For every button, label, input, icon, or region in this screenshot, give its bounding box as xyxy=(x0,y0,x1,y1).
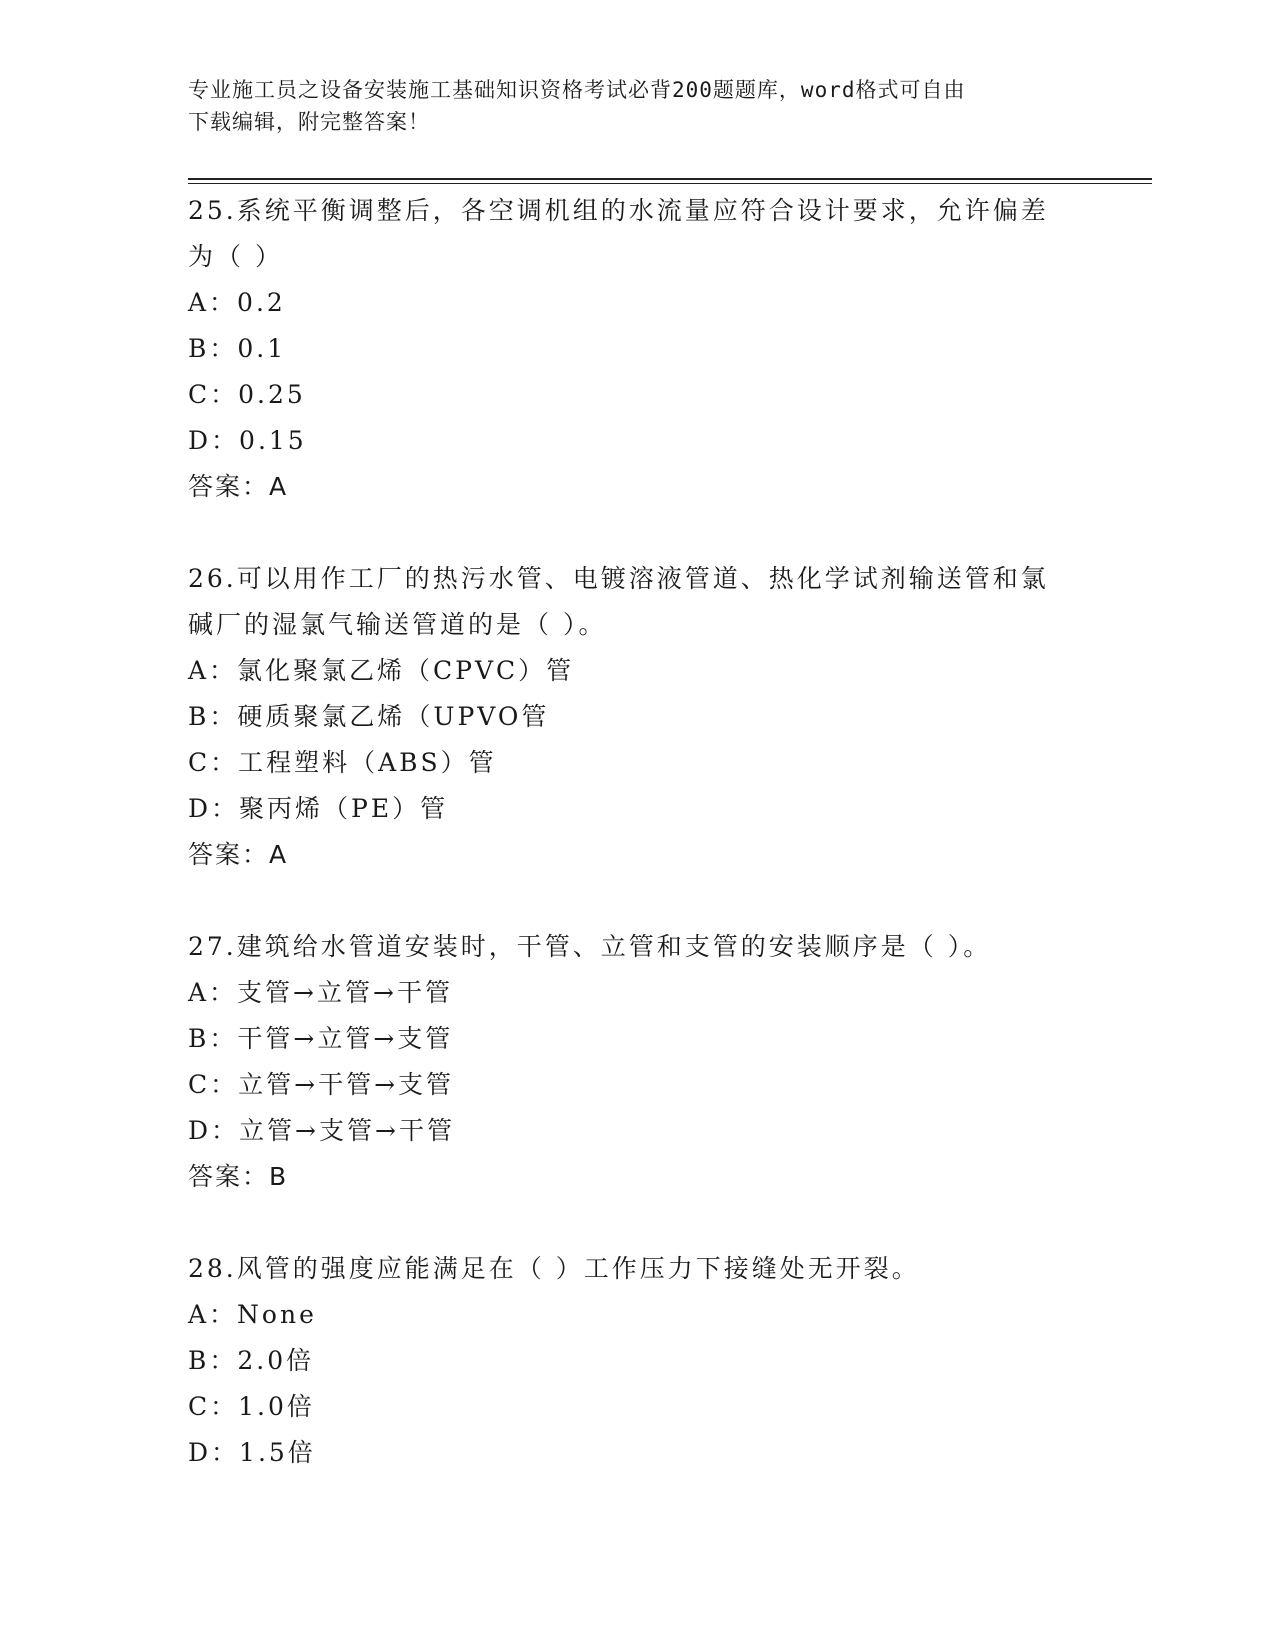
option-b: B：干管→立管→支管 xyxy=(188,1024,454,1053)
option-d: D：立管→支管→干管 xyxy=(188,1116,455,1145)
option-d: D：0.15 xyxy=(188,426,307,455)
option-b: B：硬质聚氯乙烯（UPVO管 xyxy=(188,702,550,731)
question-spacer xyxy=(188,878,1088,924)
header-divider-thin xyxy=(188,183,1152,184)
question-spacer xyxy=(188,1200,1088,1246)
question-25 xyxy=(188,188,1088,510)
option-d: D：聚丙烯（PE）管 xyxy=(188,794,449,823)
option-a: A：None xyxy=(188,1300,317,1329)
option-a: A：支管→立管→干管 xyxy=(188,978,453,1007)
header-title-line-1: 专业施工员之设备安装施工基础知识资格考试必背200题题库，word格式可自由 xyxy=(188,78,966,102)
question-28 xyxy=(188,1246,1088,1476)
option-c: C：1.0倍 xyxy=(188,1392,315,1421)
question-stem-line-2: 碱厂的湿氯气输送管道的是（ ）。 xyxy=(188,610,607,639)
question-spacer xyxy=(188,510,1088,556)
question-27 xyxy=(188,924,1088,1200)
question-stem-line-1: 28.风管的强度应能满足在（ ）工作压力下接缝处无开裂。 xyxy=(188,1254,920,1283)
answer-label: 答案：A xyxy=(188,472,289,501)
header-title-line-2: 下载编辑，附完整答案！ xyxy=(188,110,430,134)
answer-label: 答案：A xyxy=(188,840,289,869)
question-list xyxy=(188,188,1088,1476)
question-stem-line-1: 25.系统平衡调整后，各空调机组的水流量应符合设计要求，允许偏差 xyxy=(188,196,1049,225)
option-c: C：工程塑料（ABS）管 xyxy=(188,748,497,777)
option-d: D：1.5倍 xyxy=(188,1438,316,1467)
header-divider-thick xyxy=(188,178,1152,180)
answer-label: 答案：B xyxy=(188,1162,289,1191)
option-b: B：0.1 xyxy=(188,334,287,363)
question-26 xyxy=(188,556,1088,878)
option-c: C：立管→干管→支管 xyxy=(188,1070,455,1099)
option-a: A：氯化聚氯乙烯（CPVC）管 xyxy=(188,656,575,685)
option-c: C：0.25 xyxy=(188,380,306,409)
option-b: B：2.0倍 xyxy=(188,1346,315,1375)
document-header xyxy=(188,74,1068,138)
option-a: A：0.2 xyxy=(188,288,286,317)
question-stem-line-1: 27.建筑给水管道安装时，干管、立管和支管的安装顺序是（ ）。 xyxy=(188,932,992,961)
question-stem-line-2: 为（ ） xyxy=(188,242,283,271)
question-stem-line-1: 26.可以用作工厂的热污水管、电镀溶液管道、热化学试剂输送管和氯 xyxy=(188,564,1049,593)
